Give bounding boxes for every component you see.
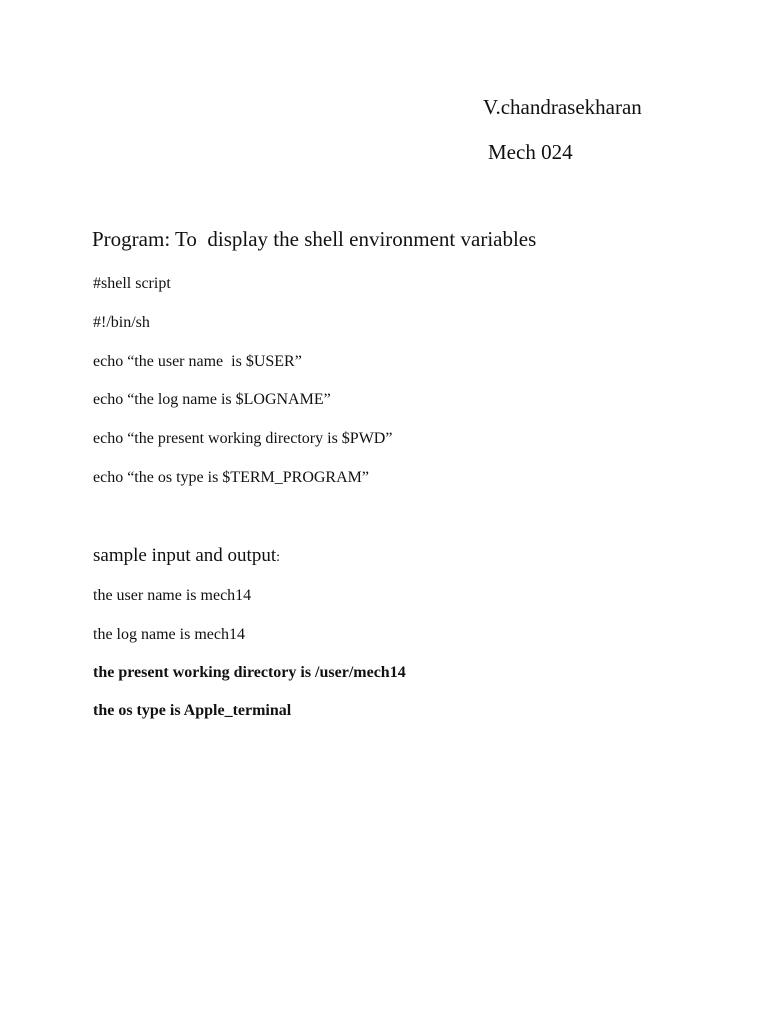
script-line-comment: #shell script xyxy=(93,275,171,292)
output-line-pwd: the present working directory is /user/mech14 xyxy=(93,664,406,681)
sample-heading xyxy=(93,546,280,565)
output-line-logname: the log name is mech14 xyxy=(93,626,245,643)
output-line-user: the user name is mech14 xyxy=(93,587,252,604)
sample-heading-colon: : xyxy=(276,550,281,565)
script-line-echo-pwd: echo “the present working directory is $PWD” xyxy=(93,430,393,447)
program-title: Program: To display the shell environment variables xyxy=(92,227,537,251)
script-line-echo-logname: echo “the log name is $LOGNAME” xyxy=(93,391,331,408)
script-line-echo-os: echo “the os type is $TERM_PROGRAM” xyxy=(93,469,369,486)
output-line-os: the os type is Apple_terminal xyxy=(93,702,292,719)
script-line-echo-user: echo “the user name is $USER” xyxy=(93,353,302,370)
author-name: V.chandrasekharan xyxy=(483,95,642,119)
roll-number: Mech 024 xyxy=(488,140,573,164)
sample-heading-text: sample input and output xyxy=(93,545,277,566)
script-line-shebang: #!/bin/sh xyxy=(93,314,150,331)
